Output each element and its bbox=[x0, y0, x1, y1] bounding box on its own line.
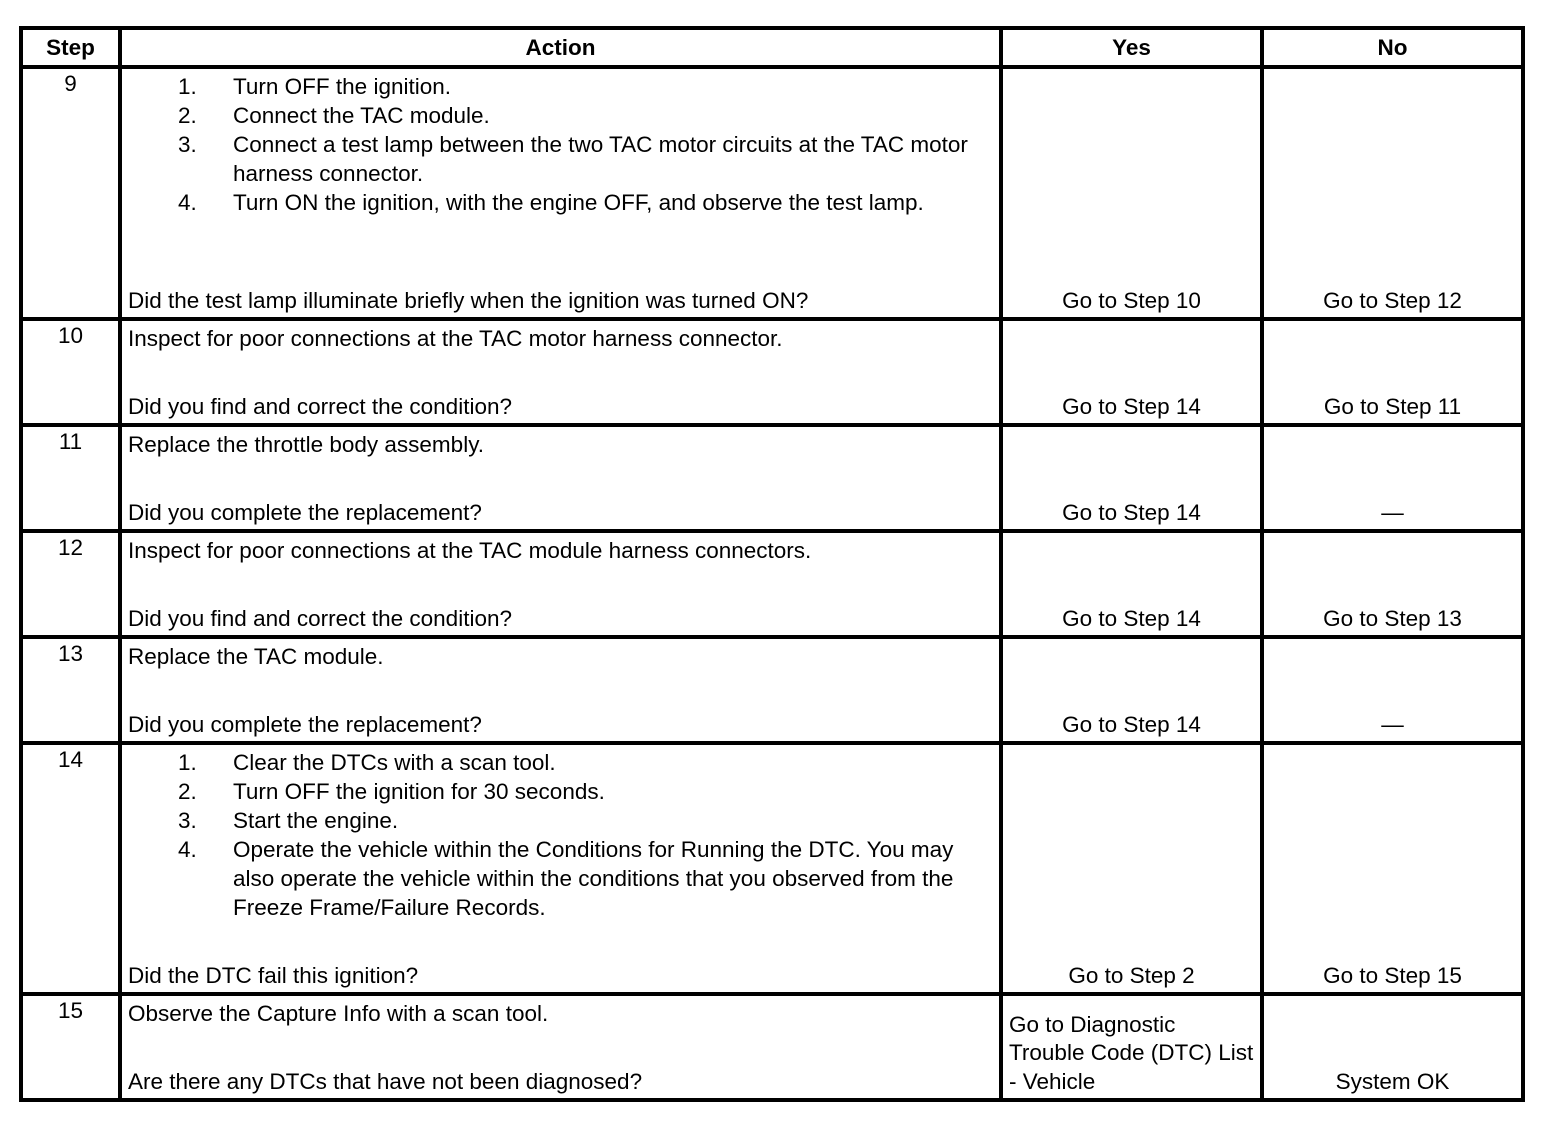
table-row bbox=[21, 319, 1523, 425]
instruction-list bbox=[128, 748, 993, 922]
yes-cell bbox=[1001, 994, 1262, 1100]
yes-cell bbox=[1001, 319, 1262, 425]
instruction-number: 4. bbox=[178, 837, 197, 862]
yes-cell bbox=[1001, 531, 1262, 637]
table-row bbox=[21, 743, 1523, 994]
instruction-item bbox=[128, 748, 993, 777]
instruction-item bbox=[128, 806, 993, 835]
question-text: Did you find and correct the condition? bbox=[128, 394, 512, 419]
no-answer: Go to Step 13 bbox=[1323, 606, 1462, 631]
yes-answer: Go to Diagnostic Trouble Code (DTC) List - Vehicle bbox=[1009, 1011, 1254, 1094]
instruction-item bbox=[128, 835, 993, 922]
instruction-list bbox=[128, 72, 993, 217]
header-row bbox=[21, 28, 1523, 67]
no-answer: — bbox=[1381, 500, 1404, 525]
no-answer: Go to Step 12 bbox=[1323, 288, 1462, 313]
no-answer: Go to Step 11 bbox=[1323, 394, 1462, 419]
action-text: Replace the TAC module. bbox=[128, 644, 384, 669]
no-cell bbox=[1262, 425, 1523, 531]
instruction-item bbox=[128, 188, 993, 217]
header-step: Step bbox=[21, 28, 120, 67]
question-text: Did you complete the replacement? bbox=[128, 500, 482, 525]
yes-answer: Go to Step 10 bbox=[1062, 288, 1201, 313]
no-cell bbox=[1262, 67, 1523, 319]
table-row bbox=[21, 994, 1523, 1100]
instruction-text: Connect the TAC module. bbox=[233, 103, 490, 128]
question-text: Did you find and correct the condition? bbox=[128, 606, 512, 631]
action-cell bbox=[120, 531, 1001, 637]
yes-answer: Go to Step 14 bbox=[1062, 606, 1201, 631]
action-cell bbox=[120, 637, 1001, 743]
yes-cell bbox=[1001, 425, 1262, 531]
no-cell bbox=[1262, 319, 1523, 425]
action-cell bbox=[120, 425, 1001, 531]
no-answer: System OK bbox=[1335, 1069, 1450, 1094]
no-cell bbox=[1262, 994, 1523, 1100]
instruction-item bbox=[128, 72, 993, 101]
table-row bbox=[21, 637, 1523, 743]
no-answer: — bbox=[1381, 712, 1404, 737]
yes-answer: Go to Step 14 bbox=[1062, 394, 1201, 419]
instruction-number: 2. bbox=[178, 103, 197, 128]
instruction-text: Turn OFF the ignition for 30 seconds. bbox=[233, 779, 605, 804]
no-cell bbox=[1262, 743, 1523, 994]
instruction-item bbox=[128, 130, 993, 188]
step-number: 14 bbox=[21, 743, 120, 994]
instruction-number: 3. bbox=[178, 132, 197, 157]
step-number: 12 bbox=[21, 531, 120, 637]
question-text: Are there any DTCs that have not been diagnosed? bbox=[128, 1069, 643, 1094]
instruction-text: Turn ON the ignition, with the engine OFF, and observe the test lamp. bbox=[233, 190, 924, 215]
action-text: Replace the throttle body assembly. bbox=[128, 432, 485, 457]
table-row bbox=[21, 425, 1523, 531]
step-number: 15 bbox=[21, 994, 120, 1100]
instruction-number: 3. bbox=[178, 808, 197, 833]
instruction-text: Operate the vehicle within the Conditions for Running the DTC. You may also operate the vehicle within the conditions that you observed from the Freeze Frame/Failure Records. bbox=[233, 837, 954, 920]
action-cell bbox=[120, 994, 1001, 1100]
instruction-number: 1. bbox=[178, 750, 197, 775]
instruction-text: Connect a test lamp between the two TAC motor circuits at the TAC motor harness connector. bbox=[233, 132, 968, 186]
action-text: Inspect for poor connections at the TAC motor harness connector. bbox=[128, 326, 783, 351]
instruction-text: Start the engine. bbox=[233, 808, 399, 833]
table-row bbox=[21, 531, 1523, 637]
action-text: Inspect for poor connections at the TAC module harness connectors. bbox=[128, 538, 812, 563]
action-text: Observe the Capture Info with a scan tool. bbox=[128, 1001, 549, 1026]
yes-cell bbox=[1001, 67, 1262, 319]
instruction-number: 2. bbox=[178, 779, 197, 804]
step-number: 9 bbox=[21, 67, 120, 319]
table-row bbox=[21, 67, 1523, 319]
yes-answer: Go to Step 2 bbox=[1068, 963, 1195, 988]
action-cell bbox=[120, 319, 1001, 425]
question-text: Did the test lamp illuminate briefly when the ignition was turned ON? bbox=[128, 288, 809, 313]
instruction-number: 1. bbox=[178, 74, 197, 99]
header-no: No bbox=[1262, 28, 1523, 67]
no-answer: Go to Step 15 bbox=[1323, 963, 1462, 988]
step-number: 10 bbox=[21, 319, 120, 425]
no-cell bbox=[1262, 637, 1523, 743]
step-number: 13 bbox=[21, 637, 120, 743]
yes-cell bbox=[1001, 743, 1262, 994]
instruction-item bbox=[128, 777, 993, 806]
yes-answer: Go to Step 14 bbox=[1062, 712, 1201, 737]
question-text: Did the DTC fail this ignition? bbox=[128, 963, 419, 988]
question-text: Did you complete the replacement? bbox=[128, 712, 482, 737]
yes-answer: Go to Step 14 bbox=[1062, 500, 1201, 525]
diagnostic-table bbox=[19, 26, 1525, 1102]
instruction-number: 4. bbox=[178, 190, 197, 215]
action-cell bbox=[120, 67, 1001, 319]
header-action: Action bbox=[120, 28, 1001, 67]
step-number: 11 bbox=[21, 425, 120, 531]
header-yes: Yes bbox=[1001, 28, 1262, 67]
instruction-item bbox=[128, 101, 993, 130]
action-cell bbox=[120, 743, 1001, 994]
instruction-text: Turn OFF the ignition. bbox=[233, 74, 452, 99]
yes-cell bbox=[1001, 637, 1262, 743]
instruction-text: Clear the DTCs with a scan tool. bbox=[233, 750, 556, 775]
no-cell bbox=[1262, 531, 1523, 637]
